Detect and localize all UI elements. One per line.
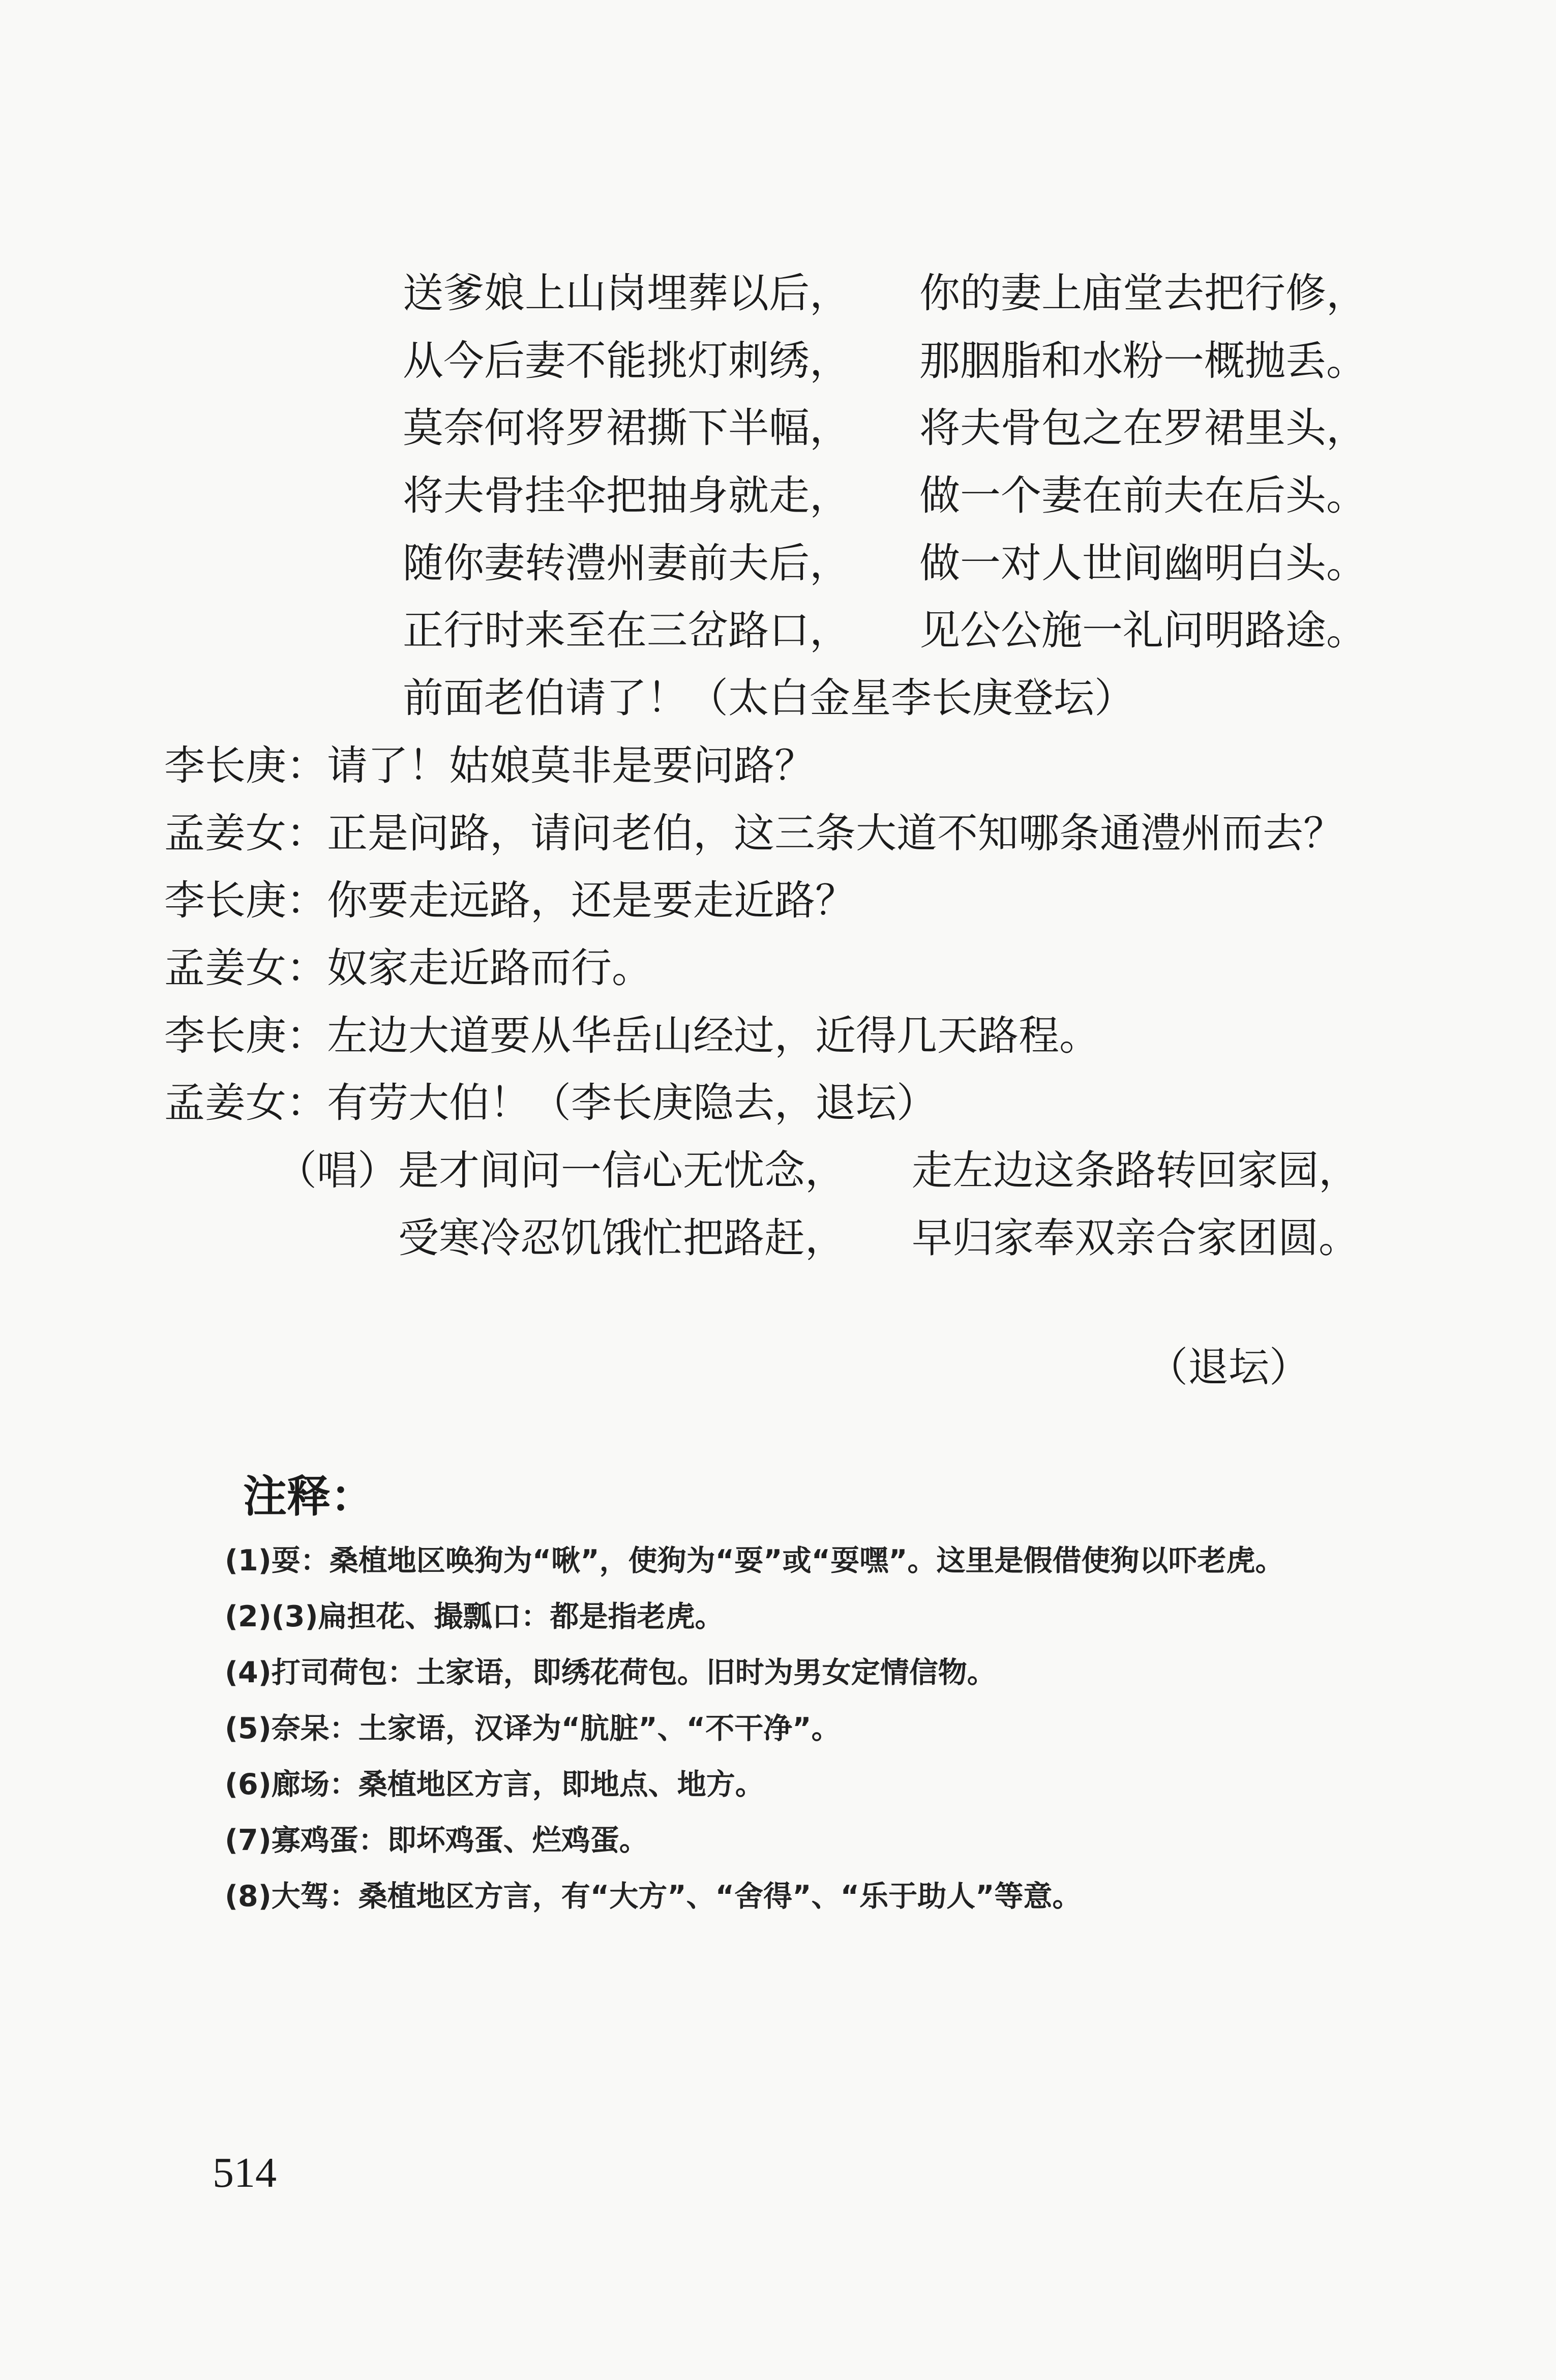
sung-line-right: 早归家奉双亲合家团圆。 [912, 1214, 1359, 1262]
speaker-delimiter: ： [286, 877, 327, 925]
spoken-line: 左边大道要从华岳山经过，近得几天路程。 [327, 1011, 1100, 1059]
speaker-name: 孟姜女 [164, 1079, 286, 1127]
note-item: (1)耍：桑植地区唤狗为“啾”，使狗为“耍”或“耍嘿”。这里是假借使狗以吓老虎。 [225, 1544, 1284, 1578]
dialogue-text [164, 1002, 1100, 1070]
spoken-line: 正是问路，请问老伯，这三条大道不知哪条通澧州而去？ [327, 809, 1344, 857]
verse-line-left: 随你妻转澧州妻前夫后， [403, 539, 850, 587]
dialogue-text [164, 935, 652, 1002]
speaker-delimiter: ： [286, 809, 327, 857]
page-number: 514 [213, 2149, 277, 2196]
note-item: (8)大驾：桑植地区方言，有“大方”、“舍得”、“乐于助人”等意。 [225, 1880, 1082, 1913]
sung-couplet [0, 1137, 1556, 1205]
verse-line-left: 正行时来至在三岔路口， [403, 607, 850, 654]
verse-tail-line [0, 665, 1556, 732]
note-item: (2)(3)扁担花、撮瓢口：都是指老虎。 [225, 1600, 724, 1633]
notes-heading: 注释： [243, 1471, 374, 1522]
note-item: (5)奈呆：土家语，汉译为“肮脏”、“不干净”。 [225, 1712, 841, 1745]
verse-line-right: 将夫骨包之在罗裙里头， [919, 404, 1367, 452]
script-text [0, 260, 1556, 1272]
dialogue-line [0, 732, 1556, 800]
sung-line-left: 受寒冷忍饥饿忙把路赶， [398, 1214, 846, 1262]
sung-couplet [0, 1205, 1556, 1272]
verse-line-right: 见公公施一礼问明路途。 [919, 607, 1367, 654]
note-item: (7)寡鸡蛋：即坏鸡蛋、烂鸡蛋。 [225, 1824, 648, 1857]
dialogue-text [164, 867, 856, 935]
verse-line-right: 做一对人世间幽明白头。 [919, 539, 1367, 587]
exit-stage-direction: （退坛） [1147, 1344, 1310, 1391]
spoken-line: 奴家走近路而行。 [327, 944, 652, 992]
dialogue-line [0, 1069, 1556, 1137]
dialogue-text [164, 732, 815, 800]
speaker-delimiter: ： [286, 1011, 327, 1059]
sung-line-left: 是才间问一信心无忧念， [398, 1146, 846, 1194]
note-item: (4)打司荷包：土家语，即绣花荷包。旧时为男女定情信物。 [225, 1656, 996, 1689]
notes-list [225, 1533, 1284, 1924]
verse-line-left: 莫奈何将罗裙撕下半幅， [403, 404, 850, 452]
speaker-name: 李长庚 [164, 877, 286, 925]
speaker-name: 李长庚 [164, 1011, 286, 1059]
dialogue-line [0, 800, 1556, 868]
sung-line-right: 走左边这条路转回家园， [912, 1146, 1359, 1194]
verse-tail: 前面老伯请了！（太白金星李长庚登坛） [403, 674, 1135, 722]
dialogue-text [164, 1069, 937, 1137]
verse-line-left: 从今后妻不能挑灯刺绣， [403, 337, 850, 384]
verse-line-right: 你的妻上庙堂去把行修， [919, 270, 1367, 317]
spoken-line: 有劳大伯！（李长庚隐去，退坛） [327, 1079, 937, 1127]
spoken-line: 你要走远路，还是要走近路？ [327, 877, 856, 925]
verse-couplet [0, 328, 1556, 395]
verse-couplet [0, 395, 1556, 462]
verse-line-left: 将夫骨挂伞把抽身就走， [403, 472, 850, 520]
dialogue-line [0, 1002, 1556, 1070]
spoken-line: 请了！姑娘莫非是要问路？ [327, 741, 815, 789]
verse-couplet [0, 462, 1556, 530]
dialogue-line [0, 867, 1556, 935]
verse-line-left: 送爹娘上山岗埋葬以后， [403, 270, 850, 317]
verse-couplet [0, 597, 1556, 665]
speaker-name: 孟姜女 [164, 809, 286, 857]
speaker-delimiter: ： [286, 944, 327, 992]
verse-couplet [0, 530, 1556, 598]
speaker-delimiter: ： [286, 1079, 327, 1127]
speaker-name: 孟姜女 [164, 944, 286, 992]
speaker-delimiter: ： [286, 741, 327, 789]
dialogue-text [164, 800, 1344, 868]
verse-line-right: 做一个妻在前夫在后头。 [919, 472, 1367, 520]
speaker-name: 李长庚 [164, 741, 286, 789]
verse-line-right: 那胭脂和水粉一概抛丢。 [919, 337, 1367, 384]
note-item: (6)廊场：桑植地区方言，即地点、地方。 [225, 1768, 764, 1801]
sung-cue: （唱） [276, 1146, 398, 1194]
verse-couplet [0, 260, 1556, 328]
dialogue-line [0, 935, 1556, 1002]
